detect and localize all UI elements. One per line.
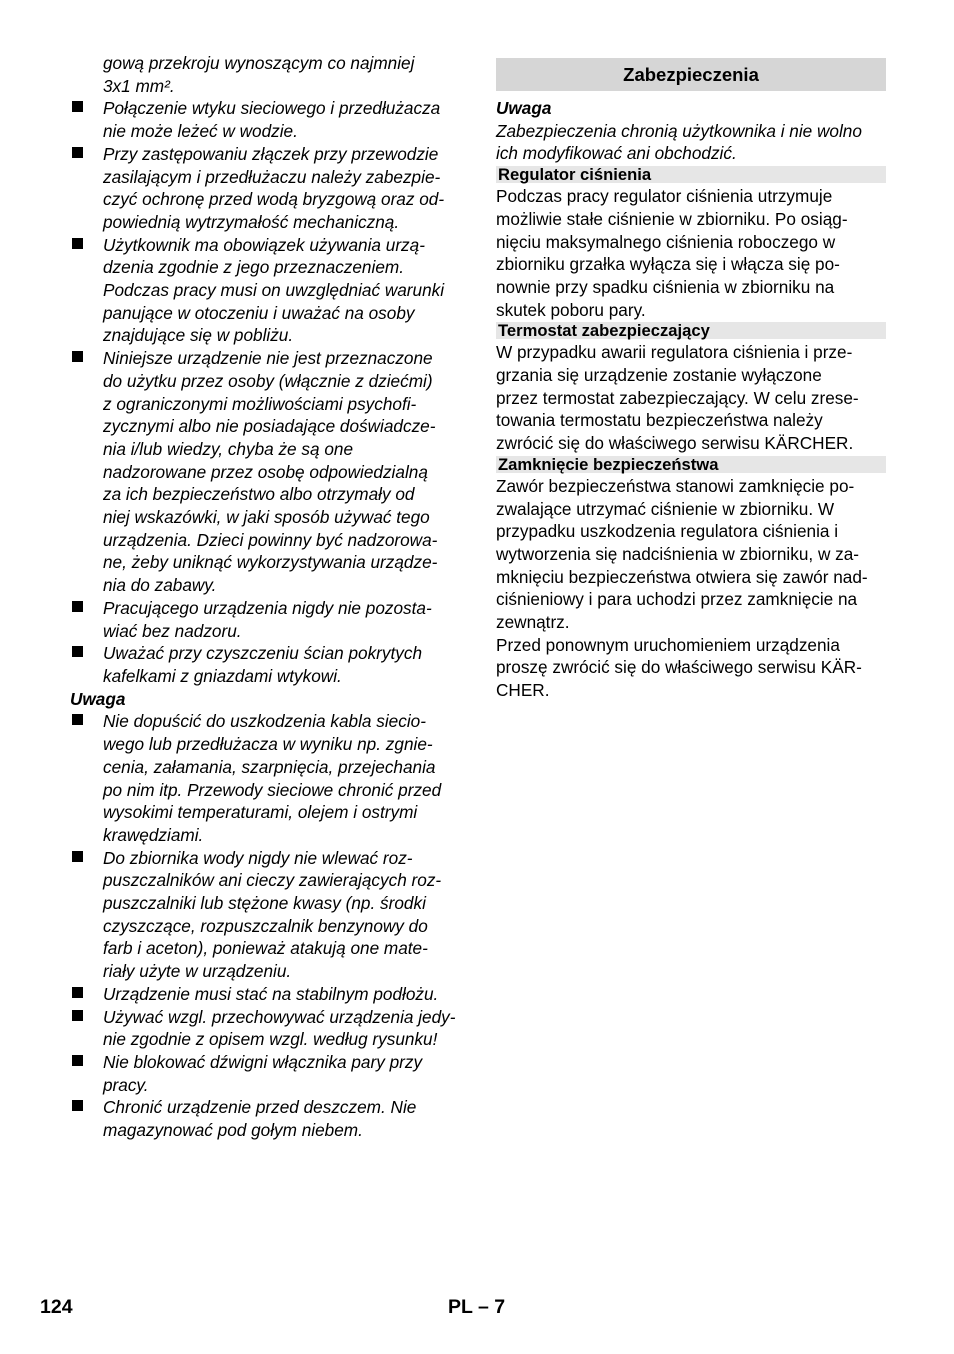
bullet-item: Przy zastępowaniu złączek przy przewodzie zasilającym i przedłużaczu należy zabezpie- czyć ochronę przed wodą bryzgową oraz od- powiednią wytrzymałość mechaniczną. <box>70 143 462 234</box>
bullet-item: Połączenie wtyku sieciowego i przedłużacza nie może leżeć w wodzie. <box>70 97 462 142</box>
bullet-item: Nie blokować dźwigni włącznika pary przy pracy. <box>70 1051 462 1096</box>
square-bullet-icon <box>72 1100 83 1111</box>
square-bullet-icon <box>72 987 83 998</box>
bullet-item: Chronić urządzenie przed deszczem. Nie magazynować pod gołym niebem. <box>70 1096 462 1141</box>
bullet-item: Użytkownik ma obowiązek używania urzą- dzenia zgodnie z jego przeznaczeniem. Podczas pracy musi on uwzględniać warunki panujące w otoczeniu i uważać na osoby znajdujące się w pobliżu. <box>70 234 462 348</box>
subsection-heading: Regulator ciśnienia <box>496 166 886 183</box>
note-heading: Uwaga <box>70 688 126 709</box>
square-bullet-icon <box>72 351 83 362</box>
safety-sections <box>496 166 886 702</box>
bullet-item: Urządzenie musi stać na stabilnym podłożu. <box>70 983 462 1006</box>
paragraph: Zawór bezpieczeństwa stanowi zamknięcie po- zwalające utrzymać ciśnienie w zbiorniku. W przypadku uszkodzenia regulatora ciśnienia i wytworzenia się nadciśnienia w zbiorniku, w za- mknięciu bezpieczeństwa otwiera się zawór nad- ciśnieniowy i para uchodzi przez zamknięcie na zewnątrz. <box>496 475 868 633</box>
page-code: PL – 7 <box>448 1296 506 1318</box>
bullet-item: Do zbiornika wody nigdy nie wlewać roz- puszczalników ani cieczy zawierających roz- puszczalniki lub stężone kwasy (np. środki czyszczące, rozpuszczalnik benzynowy do farb i aceton), ponieważ atakują one mate- riały użyte w urządzeniu. <box>70 847 462 983</box>
caution-bullet-list <box>70 710 462 1141</box>
subsection-heading: Termostat zabezpieczający <box>496 322 886 339</box>
note-heading: Uwaga <box>496 98 552 118</box>
note-text: Zabezpieczenia chronią użytkownika i nie wolno ich modyfikować ani obchodzić. <box>496 120 862 164</box>
paragraph: Przed ponownym uruchomieniem urządzenia proszę zwrócić się do właściwego serwisu KÄR- CHER. <box>496 634 862 701</box>
paragraph: Podczas pracy regulator ciśnienia utrzymuje możliwie stałe ciśnienie w zbiorniku. Po osiąg- nięciu maksymalnego ciśnienia roboczego w zbiorniku grzałka wyłącza się i włącza się po- nownie przy spadku ciśnienia w zbiorniku na skutek poboru pary. <box>496 186 848 320</box>
page-number: 124 <box>40 1296 73 1318</box>
continued-text: gową przekroju wynoszącym co najmniej 3x1 mm². <box>103 53 415 96</box>
paragraph: W przypadku awarii regulatora ciśnienia i prze- grzania się urządzenie zostanie wyłączone przez termostat zabezpieczający. W celu zrese- towania termostatu bezpieczeństwa należy zwrócić się do właściwego serwisu KÄRCHER. <box>496 342 859 454</box>
right-column <box>496 58 886 702</box>
subsection-heading: Zamknięcie bezpieczeństwa <box>496 456 886 473</box>
square-bullet-icon <box>72 1010 83 1021</box>
square-bullet-icon <box>72 101 83 112</box>
left-column <box>70 52 462 1142</box>
square-bullet-icon <box>72 601 83 612</box>
bullet-item: Używać wzgl. przechowywać urządzenia jedy- nie zgodnie z opisem wzgl. według rysunku! <box>70 1006 462 1051</box>
square-bullet-icon <box>72 851 83 862</box>
square-bullet-icon <box>72 1055 83 1066</box>
square-bullet-icon <box>72 714 83 725</box>
bullet-item: Pracującego urządzenia nigdy nie pozosta- wiać bez nadzoru. <box>70 597 462 642</box>
square-bullet-icon <box>72 238 83 249</box>
bullet-item: Niniejsze urządzenie nie jest przeznaczone do użytku przez osoby (włącznie z dziećmi) z ograniczonymi możliwościami psychofi- zycznymi albo nie posiadające doświadcze- nia i/lub wiedzy, chyba że są one nadzorowane przez osobę odpowiedzialną za ich bezpieczeństwo albo otrzymały od niej wskazówki, w jaki sposób używać tego urządzenia. Dzieci powinny być nadzorowa- ne, żeby uniknąć wykorzystywania urządze- nia do zabawy. <box>70 347 462 597</box>
bullet-item: Nie dopuścić do uszkodzenia kabla siecio- wego lub przedłużacza w wyniku np. zgnie- cenia, załamania, szarpnięcia, przejechania po nim itp. Przewody sieciowe chronić przed wysokimi temperaturami, olejem i ostrymi krawędziami. <box>70 710 462 846</box>
square-bullet-icon <box>72 147 83 158</box>
bullet-item: Uważać przy czyszczeniu ścian pokrytych kafelkami z gniazdami wtykowi. <box>70 642 462 687</box>
square-bullet-icon <box>72 646 83 657</box>
section-title: Zabezpieczenia <box>496 58 886 91</box>
safety-bullet-list <box>70 97 462 687</box>
